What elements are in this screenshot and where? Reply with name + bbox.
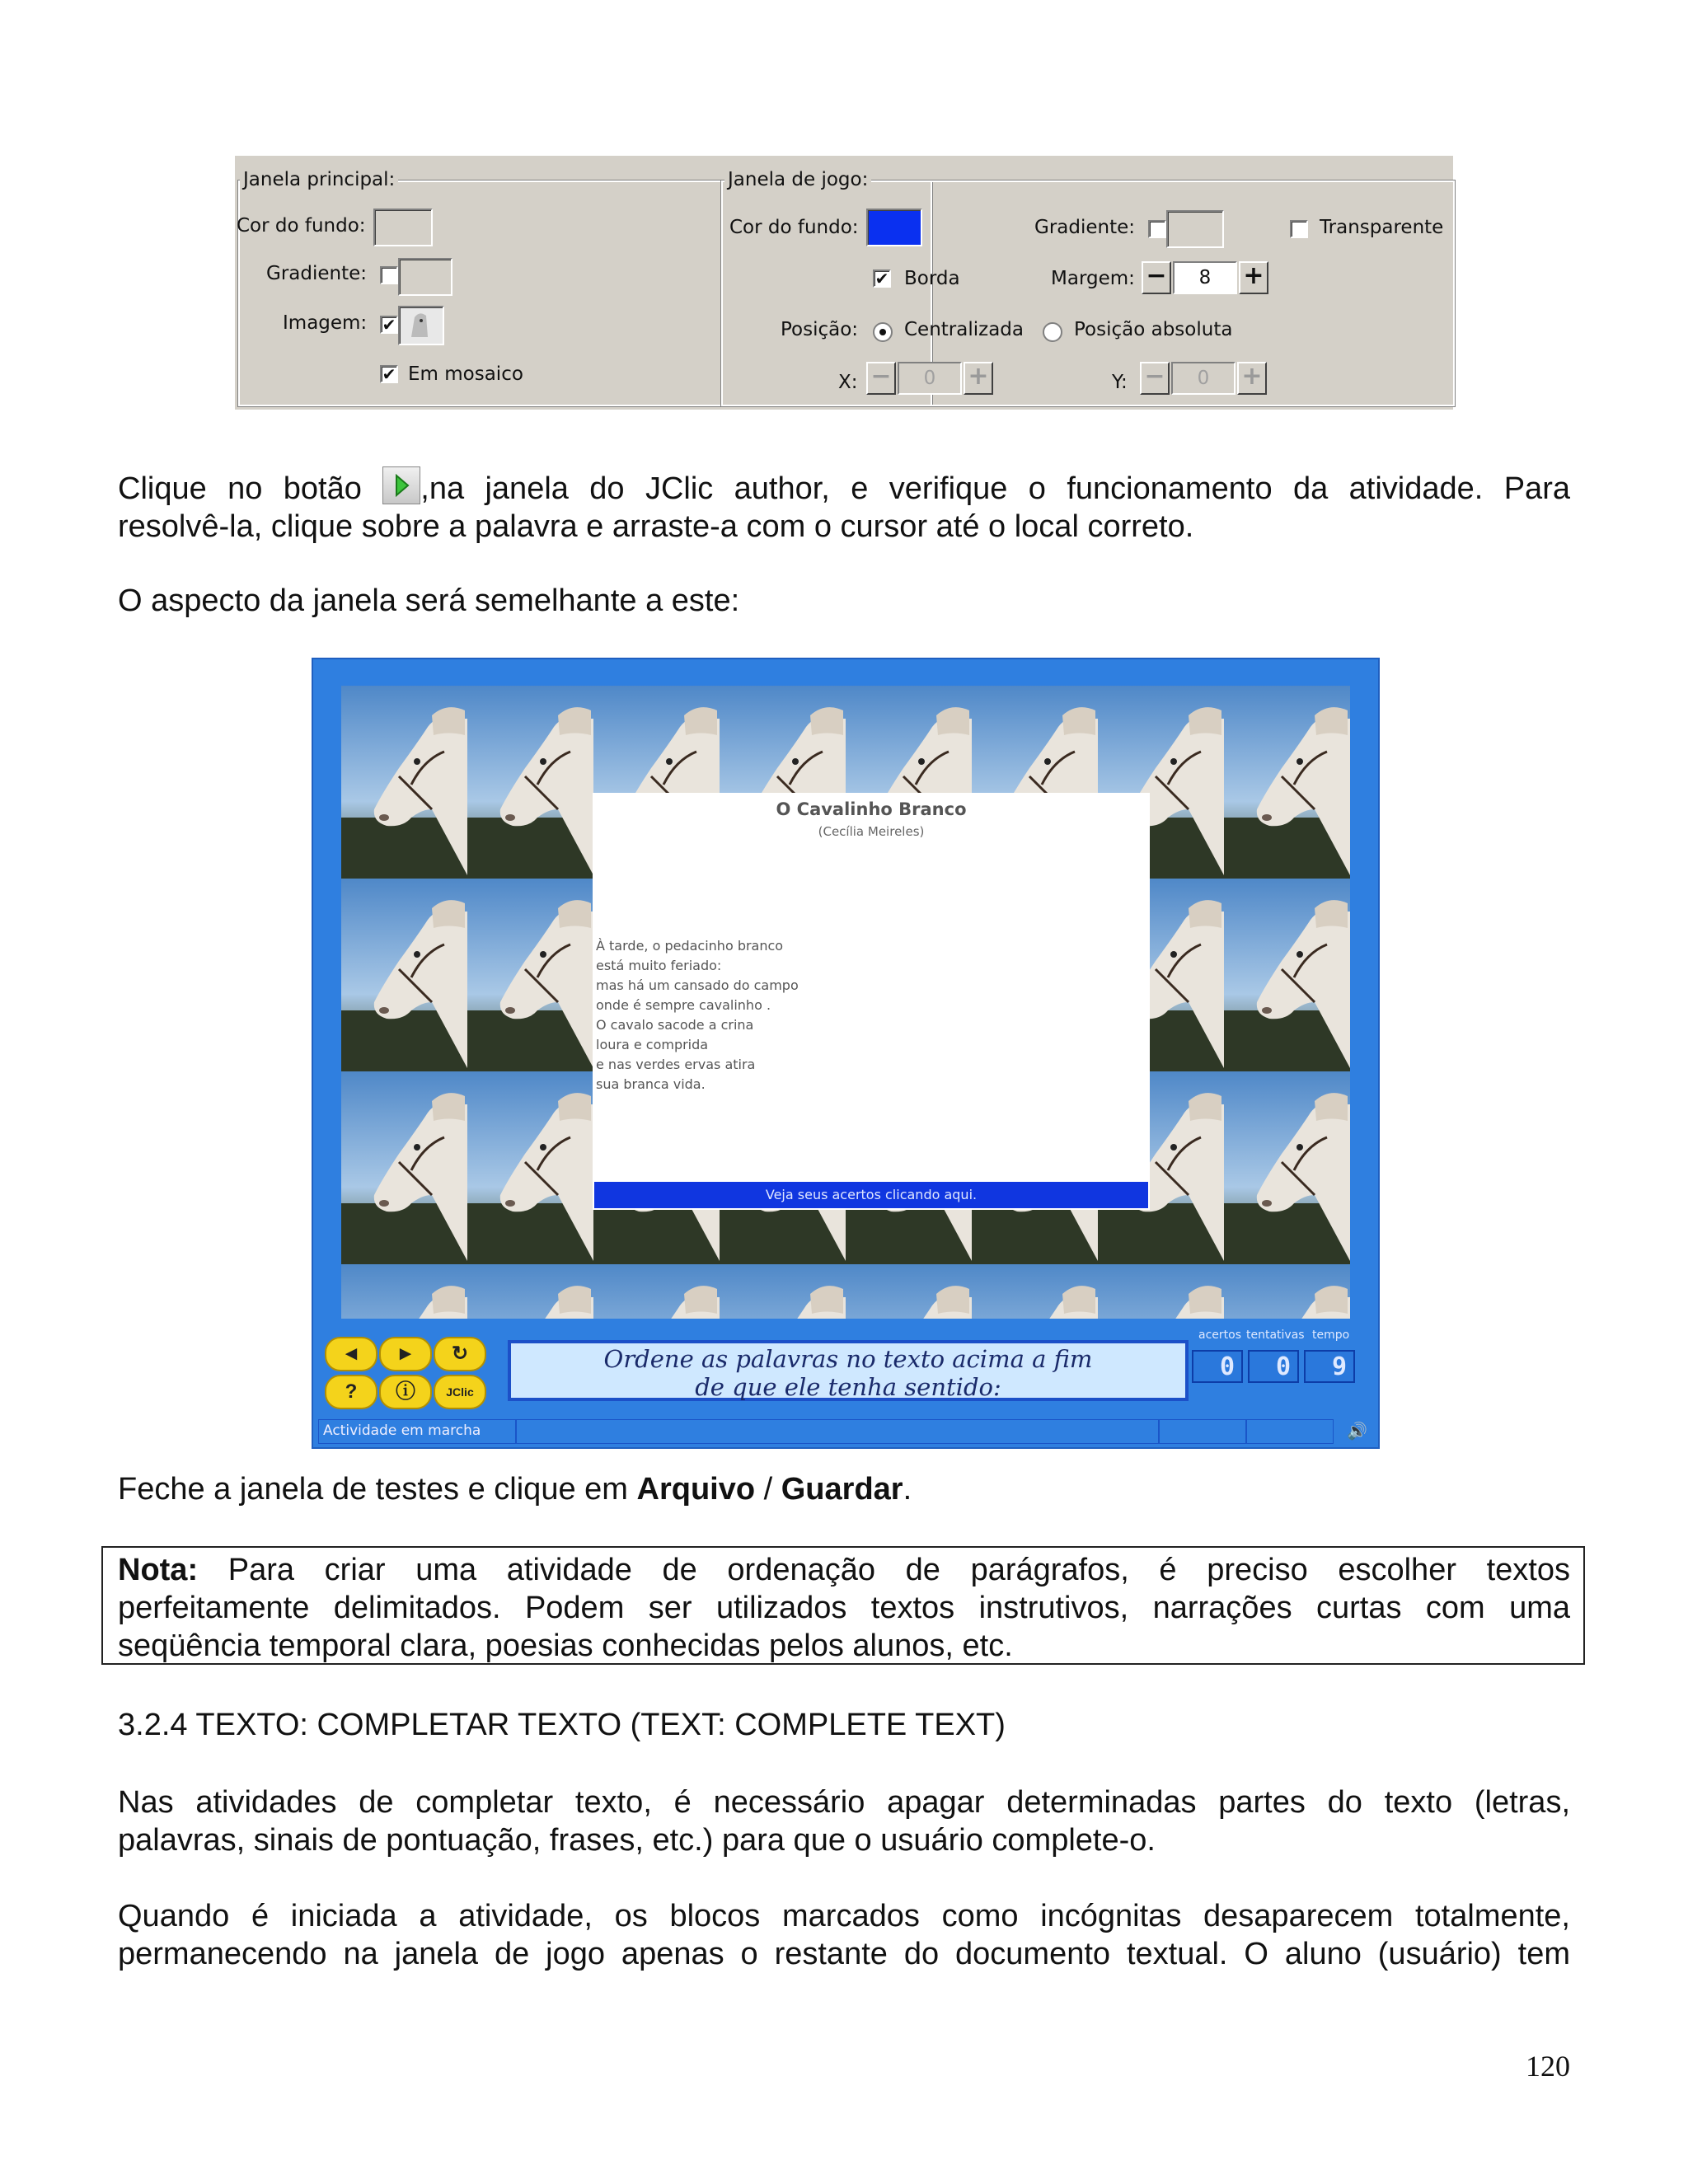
paragraph-run-instructions <box>118 466 1570 546</box>
game-window-legend: Janela de jogo: <box>724 169 871 190</box>
transparent-checkbox[interactable] <box>1290 220 1308 238</box>
transparent-label: Transparente <box>1320 217 1444 238</box>
main-image-thumbnail[interactable] <box>398 306 444 345</box>
x-label: X: <box>838 372 858 393</box>
paragraph-line <box>118 466 1570 508</box>
instruction-box <box>508 1340 1189 1401</box>
text-run: Para criar uma atividade de ordenação de parágrafos, é preciso escolher textos <box>227 1553 1571 1587</box>
status-text: Actividade em marcha <box>323 1422 481 1439</box>
time-counter: 9 <box>1304 1350 1355 1383</box>
main-image-label: Imagem: <box>283 312 368 334</box>
instruction-line: de que ele tenha sentido: <box>695 1373 1001 1401</box>
paragraph-line: palavras, sinais de pontuação, frases, etc.) para que o usuário complete-o. <box>118 1823 1156 1858</box>
horse-tile <box>1224 1264 1350 1319</box>
horse-tile <box>341 1264 467 1319</box>
game-bg-color-swatch[interactable] <box>866 209 922 246</box>
horse-tile <box>1224 1071 1350 1264</box>
horse-tile <box>467 686 593 879</box>
reset-icon: ↻ <box>451 1343 469 1365</box>
game-gradient-label: Gradiente: <box>1034 217 1136 238</box>
status-bar <box>318 1419 1372 1444</box>
status-segment <box>1246 1419 1334 1444</box>
help-icon: ? <box>345 1380 358 1403</box>
game-bg-label: Cor do fundo: <box>729 217 859 238</box>
horse-tile <box>467 1264 593 1319</box>
main-gradient-label: Gradiente: <box>266 263 368 284</box>
paragraph-line: permanecendo na janela de jogo apenas o restante do documento textual. O aluno (usuário) tem <box>118 1937 1570 1971</box>
text-run: . <box>903 1472 912 1507</box>
horse-tile <box>1098 1264 1224 1319</box>
main-bg-label: Cor do fundo: <box>237 215 366 237</box>
centered-radio[interactable] <box>873 322 893 342</box>
margin-label: Margem: <box>1051 268 1135 289</box>
horse-thumbnail-icon <box>400 307 439 340</box>
hits-label: acertos <box>1198 1329 1241 1342</box>
poem-line[interactable]: está muito feriado: <box>596 958 722 973</box>
main-mosaic-checkbox[interactable]: ✔ <box>380 365 398 383</box>
x-increase-button[interactable]: + <box>964 362 993 395</box>
arrow-left-icon: ◄ <box>341 1343 361 1365</box>
horse-tile <box>341 879 467 1071</box>
main-bg-color-swatch[interactable] <box>373 209 433 246</box>
horse-tile <box>593 1264 720 1319</box>
text-run: Clique no botão <box>118 471 362 506</box>
section-heading: 3.2.4 TEXTO: COMPLETAR TEXTO (TEXT: COMPLETE TEXT) <box>118 1708 1006 1742</box>
jclic-button[interactable] <box>434 1375 486 1409</box>
border-label: Borda <box>904 268 960 289</box>
margin-value[interactable]: 8 <box>1173 261 1237 294</box>
speaker-icon[interactable]: 🔊 <box>1347 1422 1367 1441</box>
poem-sheet <box>593 793 1150 1210</box>
paragraph-line: perfeitamente delimitados. Podem ser utilizados textos instrutivos, narrações curtas com uma <box>118 1591 1570 1625</box>
paragraph-save <box>118 1470 1570 1508</box>
tries-label: tentativas <box>1246 1329 1305 1342</box>
tries-counter: 0 <box>1248 1350 1299 1383</box>
results-bar[interactable]: Veja seus acertos clicando aqui. <box>594 1182 1148 1208</box>
reset-button[interactable] <box>434 1337 486 1371</box>
status-segment <box>516 1419 1159 1444</box>
centered-label: Centralizada <box>904 319 1024 340</box>
menu-save: Guardar <box>781 1472 903 1507</box>
game-window-group <box>721 169 1455 406</box>
y-decrease-button[interactable]: − <box>1140 362 1170 395</box>
x-decrease-button[interactable]: − <box>866 362 896 395</box>
horse-tile <box>1224 879 1350 1071</box>
horse-tile <box>341 686 467 879</box>
info-button[interactable] <box>379 1375 432 1409</box>
help-button[interactable] <box>325 1375 377 1409</box>
poem-line[interactable]: onde é sempre cavalinho . <box>596 997 771 1013</box>
next-button[interactable] <box>379 1337 432 1371</box>
hits-counter: 0 <box>1192 1350 1243 1383</box>
paragraph-window-aspect: O aspecto da janela será semelhante a este: <box>118 583 740 618</box>
menu-file: Arquivo <box>636 1472 756 1507</box>
main-gradient-checkbox[interactable] <box>380 266 398 284</box>
poem-line[interactable]: e nas verdes ervas atira <box>596 1057 756 1072</box>
margin-increase-button[interactable]: + <box>1239 261 1268 294</box>
paragraph-line: Nas atividades de completar texto, é necessário apagar determinadas partes do texto (letras, <box>118 1785 1570 1820</box>
text-run: / <box>755 1472 781 1507</box>
game-gradient-checkbox[interactable] <box>1148 220 1166 238</box>
page-number: 120 <box>1526 2050 1570 2083</box>
poem-line[interactable]: À tarde, o pedacinho branco <box>596 938 784 954</box>
y-label: Y: <box>1112 372 1128 393</box>
time-label: tempo <box>1312 1329 1350 1342</box>
horse-tile <box>846 1264 972 1319</box>
horse-tile <box>720 1264 846 1319</box>
instruction-line: Ordene as palavras no texto acima a fim <box>603 1345 1093 1373</box>
game-gradient-swatch[interactable] <box>1166 210 1224 248</box>
poem-line[interactable]: loura e comprida <box>596 1037 709 1052</box>
horse-tile <box>467 1071 593 1264</box>
poem-author: (Cecília Meireles) <box>818 824 925 839</box>
text-run: ,na janela do JClic author, e verifique o funcionamento da atividade. Para <box>420 471 1570 506</box>
jclic-game-window <box>312 658 1380 1449</box>
paragraph-activity-start <box>118 1897 1570 1973</box>
arrow-right-icon: ► <box>396 1343 415 1365</box>
info-icon: ⓘ <box>396 1380 415 1403</box>
absolute-position-label: Posição absoluta <box>1074 319 1233 340</box>
paragraph-line: resolvê-la, clique sobre a palavra e arraste-a com o cursor até o local correto. <box>118 509 1194 544</box>
paragraph-line <box>118 1551 1570 1589</box>
note-text <box>118 1551 1570 1665</box>
text-run: Feche a janela de testes e clique em <box>118 1472 637 1507</box>
horse-tile <box>972 1264 1098 1319</box>
y-value[interactable]: 0 <box>1171 362 1236 395</box>
horse-tile <box>467 879 593 1071</box>
x-value[interactable]: 0 <box>898 362 962 395</box>
main-gradient-swatch[interactable] <box>398 258 452 296</box>
horse-tile <box>341 1071 467 1264</box>
position-label: Posição: <box>781 319 859 340</box>
main-window-legend: Janela principal: <box>240 169 398 190</box>
poem-line[interactable]: O cavalo sacode a crina <box>596 1017 754 1033</box>
paragraph-line: Quando é iniciada a atividade, os blocos marcados como incógnitas desaparecem totalmente, <box>118 1899 1570 1933</box>
margin-decrease-button[interactable]: − <box>1142 261 1171 294</box>
status-segment <box>1159 1419 1246 1444</box>
jclic-logo: JClic <box>446 1385 474 1399</box>
y-increase-button[interactable]: + <box>1237 362 1267 395</box>
control-bar <box>313 1329 1378 1416</box>
absolute-position-radio[interactable] <box>1043 322 1062 342</box>
settings-panel <box>235 156 1453 410</box>
border-checkbox[interactable]: ✔ <box>873 269 891 288</box>
poem-line[interactable]: mas há um cansado do campo <box>596 977 799 993</box>
paragraph-line: seqüência temporal clara, poesias conhecidas pelos alunos, etc. <box>118 1629 1013 1663</box>
paragraph-complete-text <box>118 1783 1570 1859</box>
note-label: Nota: <box>118 1553 199 1587</box>
poem-title: O Cavalinho Branco <box>776 799 967 819</box>
play-button-icon <box>382 466 420 504</box>
poem-line[interactable]: sua branca vida. <box>596 1076 706 1092</box>
main-image-checkbox[interactable]: ✔ <box>380 316 398 334</box>
main-mosaic-label: Em mosaico <box>408 363 523 385</box>
previous-button[interactable] <box>325 1337 377 1371</box>
horse-tile <box>1224 686 1350 879</box>
